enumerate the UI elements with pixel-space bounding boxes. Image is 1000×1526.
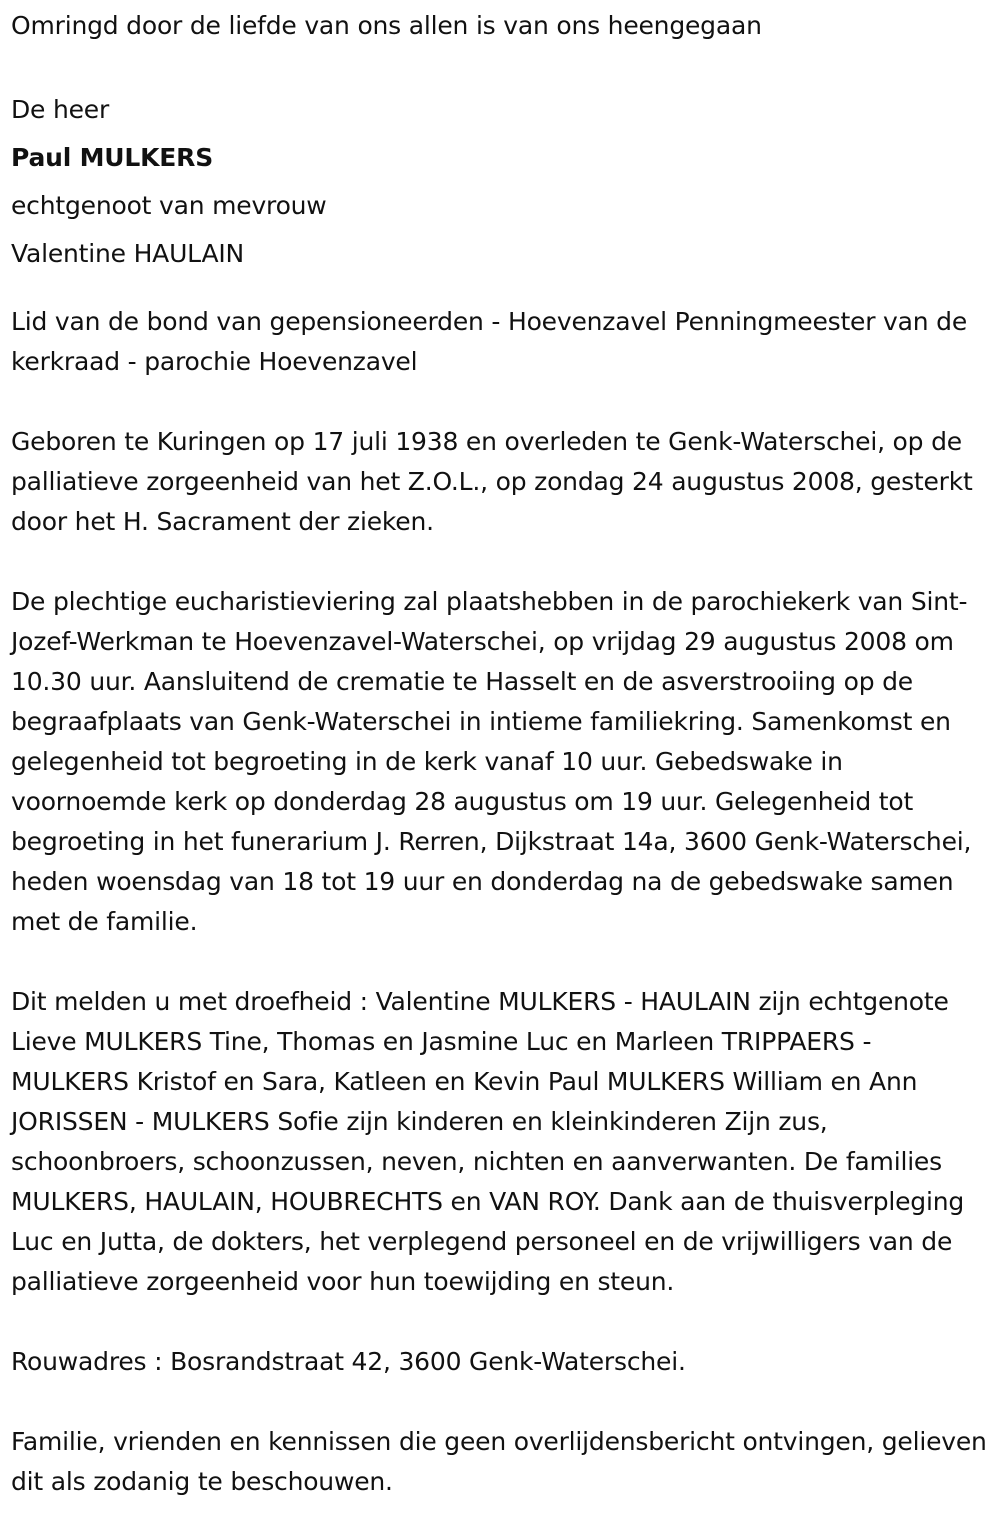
spacer	[11, 382, 995, 422]
spacer	[11, 1382, 995, 1422]
ceremony-paragraph: De plechtige eucharistieviering zal plaatshebben in de parochiekerk van Sint-Jozef-Werkman te Hoevenzavel-Waterschei, op vrijdag 29 augustus 2008 om 10.30 uur. Aansluitend de crematie te Hasselt en de asverstrooiing op de begraafplaats van Genk-Waterschei in intieme familiekring. Samenkomst en gelegenheid tot begroeting in de kerk vanaf 10 uur. Gebedswake in voornoemde kerk op donderdag 28 augustus om 19 uur. Gelegenheid tot begroeting in het funerarium J. Rerren, Dijkstraat 14a, 3600 Genk-Waterschei, heden woensdag van 18 tot 19 uur en donderdag na de gebedswake samen met de familie.	[11, 587, 972, 936]
closing-paragraph: Familie, vrienden en kennissen die geen overlijdensbericht ontvingen, gelieven dit als zodanig te beschouwen.	[11, 1427, 987, 1496]
honorific: De heer	[11, 95, 110, 124]
spacer	[11, 278, 995, 302]
spacer	[11, 942, 995, 982]
birth-death-paragraph: Geboren te Kuringen op 17 juli 1938 en overleden te Genk-Waterschei, op de palliatieve zorgeenheid van het Z.O.L., op zondag 24 augustus 2008, gesterkt door het H. Sacrament der zieken.	[11, 427, 973, 536]
spouse-label: echtgenoot van mevrouw	[11, 191, 327, 220]
spouse-name: Valentine HAULAIN	[11, 239, 245, 268]
intro-text: Omringd door de liefde van ons allen is van ons heengegaan	[11, 11, 762, 40]
spacer	[11, 542, 995, 582]
family-paragraph: Dit melden u met droefheid : Valentine MULKERS - HAULAIN zijn echtgenote Lieve MULKERS Tine, Thomas en Jasmine Luc en Marleen TRIPPAERS - MULKERS Kristof en Sara, Katleen en Kevin Paul MULKERS William en Ann JORISSEN - MULKERS Sofie zijn kinderen en kleinkinderen Zijn zus, schoonbroers, schoonzussen, neven, nichten en aanverwanten. De families MULKERS, HAULAIN, HOUBRECHTS en VAN ROY. Dank aan de thuisverpleging Luc en Jutta, de dokters, het verplegend personeel en de vrijwilligers van de palliatieve zorgeenheid voor hun toewijding en steun.	[11, 987, 965, 1296]
spacer	[11, 1302, 995, 1342]
deceased-name: Paul MULKERS	[11, 143, 214, 172]
obituary-notice	[11, 6, 995, 1502]
address-paragraph: Rouwadres : Bosrandstraat 42, 3600 Genk-Waterschei.	[11, 1347, 686, 1376]
spacer	[11, 46, 995, 86]
membership-paragraph: Lid van de bond van gepensioneerden - Hoevenzavel Penningmeester van de kerkraad - parochie Hoevenzavel	[11, 307, 968, 376]
